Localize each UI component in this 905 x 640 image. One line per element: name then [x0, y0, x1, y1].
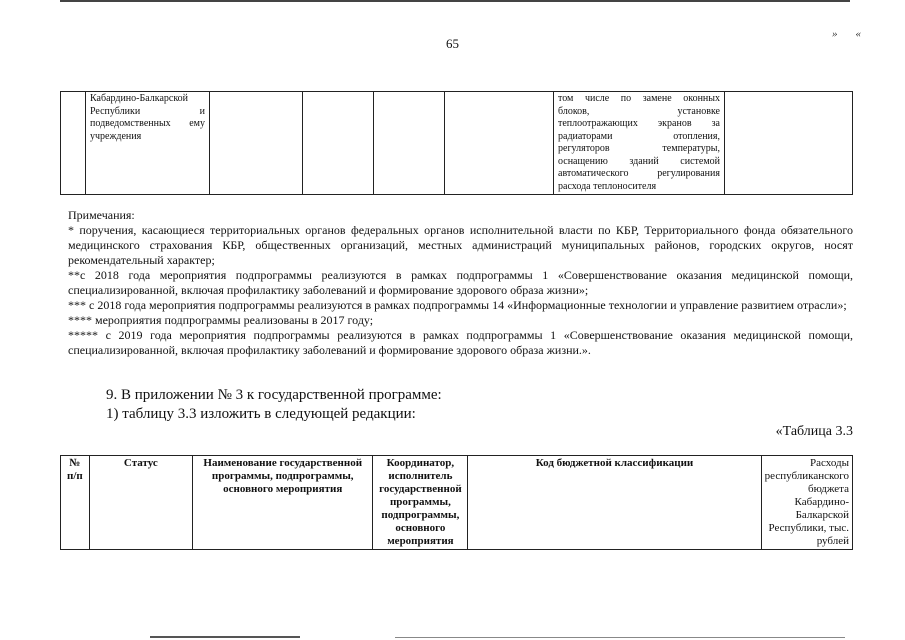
- measure-line: регуляторов температуры,: [558, 143, 720, 154]
- org-line: Кабардино-Балкарской: [90, 93, 189, 104]
- org-line: учреждения: [90, 130, 142, 142]
- bottom-rule: [150, 636, 300, 638]
- org-line: Республики и: [90, 105, 205, 117]
- instruction-line: 1) таблицу 3.3 изложить в следующей редакции:: [106, 406, 416, 422]
- table-row: [61, 92, 853, 195]
- col-header-name: Наименование государственной программы, подпрограммы, основного мероприятия: [192, 456, 373, 550]
- measure-line: блоков, установке: [558, 105, 720, 117]
- bottom-rule: [395, 637, 845, 638]
- cell-organization: [86, 92, 210, 195]
- col-header-status: Статус: [89, 456, 192, 550]
- cell-empty: [374, 92, 445, 195]
- cell-empty: [445, 92, 554, 195]
- page-number: 65: [446, 36, 459, 51]
- table-caption: «Таблица 3.3: [775, 424, 853, 439]
- cell-number: [61, 92, 86, 195]
- col-header-budget-code: Код бюджетной классификации: [468, 456, 761, 550]
- col-header-expenses: Расходы республиканского бюджета Кабардино-Балкарской Республики, тыс. рублей: [761, 456, 852, 550]
- note-item: ***** с 2019 года мероприятия подпрограммы реализуются в рамках подпрограммы 1 «Совершенствование оказания медицинской помощи, специализированной, включая профилактику заболеваний и формирование здорового образа жизни.».: [68, 328, 853, 357]
- measure-line: расхода теплоносителя: [558, 180, 657, 192]
- corner-marks: [832, 28, 879, 40]
- budget-table-header: [60, 455, 853, 550]
- cell-measures: [554, 92, 725, 195]
- col-header-number: № п/п: [61, 456, 90, 550]
- org-line: подведомственных ему: [90, 118, 205, 129]
- header-row: [61, 456, 853, 550]
- note-item: *** с 2018 года мероприятия подпрограммы реализуются в рамках подпрограммы 14 «Информационные технологии и управление развитием отрасли»;: [68, 298, 847, 312]
- cell-empty: [303, 92, 374, 195]
- note-item: **с 2018 года мероприятия подпрограммы реализуются в рамках подпрограммы 1 «Совершенствование оказания медицинской помощи, специализированной, включая профилактику заболеваний и формирование здорового образа жизни»;: [68, 268, 853, 297]
- notes-section: [68, 208, 853, 358]
- note-item: **** мероприятия подпрограммы реализованы в 2017 году;: [68, 313, 374, 327]
- continued-measures-table: [60, 91, 853, 195]
- measure-line: радиаторами отопления,: [558, 130, 720, 142]
- measure-line: том числе по замене оконных: [558, 93, 720, 104]
- measure-line: оснащению зданий системой: [558, 155, 720, 167]
- measure-line: теплоотражающих экранов за: [558, 118, 720, 129]
- instruction-line: 9. В приложении № 3 к государственной программе:: [106, 387, 442, 403]
- cell-empty: [210, 92, 303, 195]
- note-item: * поручения, касающиеся территориальных органов федеральных органов исполнительной власти по КБР, Территориального фонда обязательного медицинского страхования КБР, общественных организаций, местных администраций муниципальных районов, городских округов, носят рекомендательный характер;: [68, 223, 853, 267]
- corner-mark-right: «: [855, 28, 879, 40]
- notes-heading: Примечания:: [68, 208, 135, 222]
- col-header-coordinator: Координатор, исполнитель государственной программы, подпрограммы, основного мероприятия: [373, 456, 468, 550]
- top-rule: [60, 0, 850, 2]
- cell-empty: [725, 92, 853, 195]
- measure-line: автоматического регулирования: [558, 168, 720, 179]
- corner-mark-left: »: [832, 28, 856, 40]
